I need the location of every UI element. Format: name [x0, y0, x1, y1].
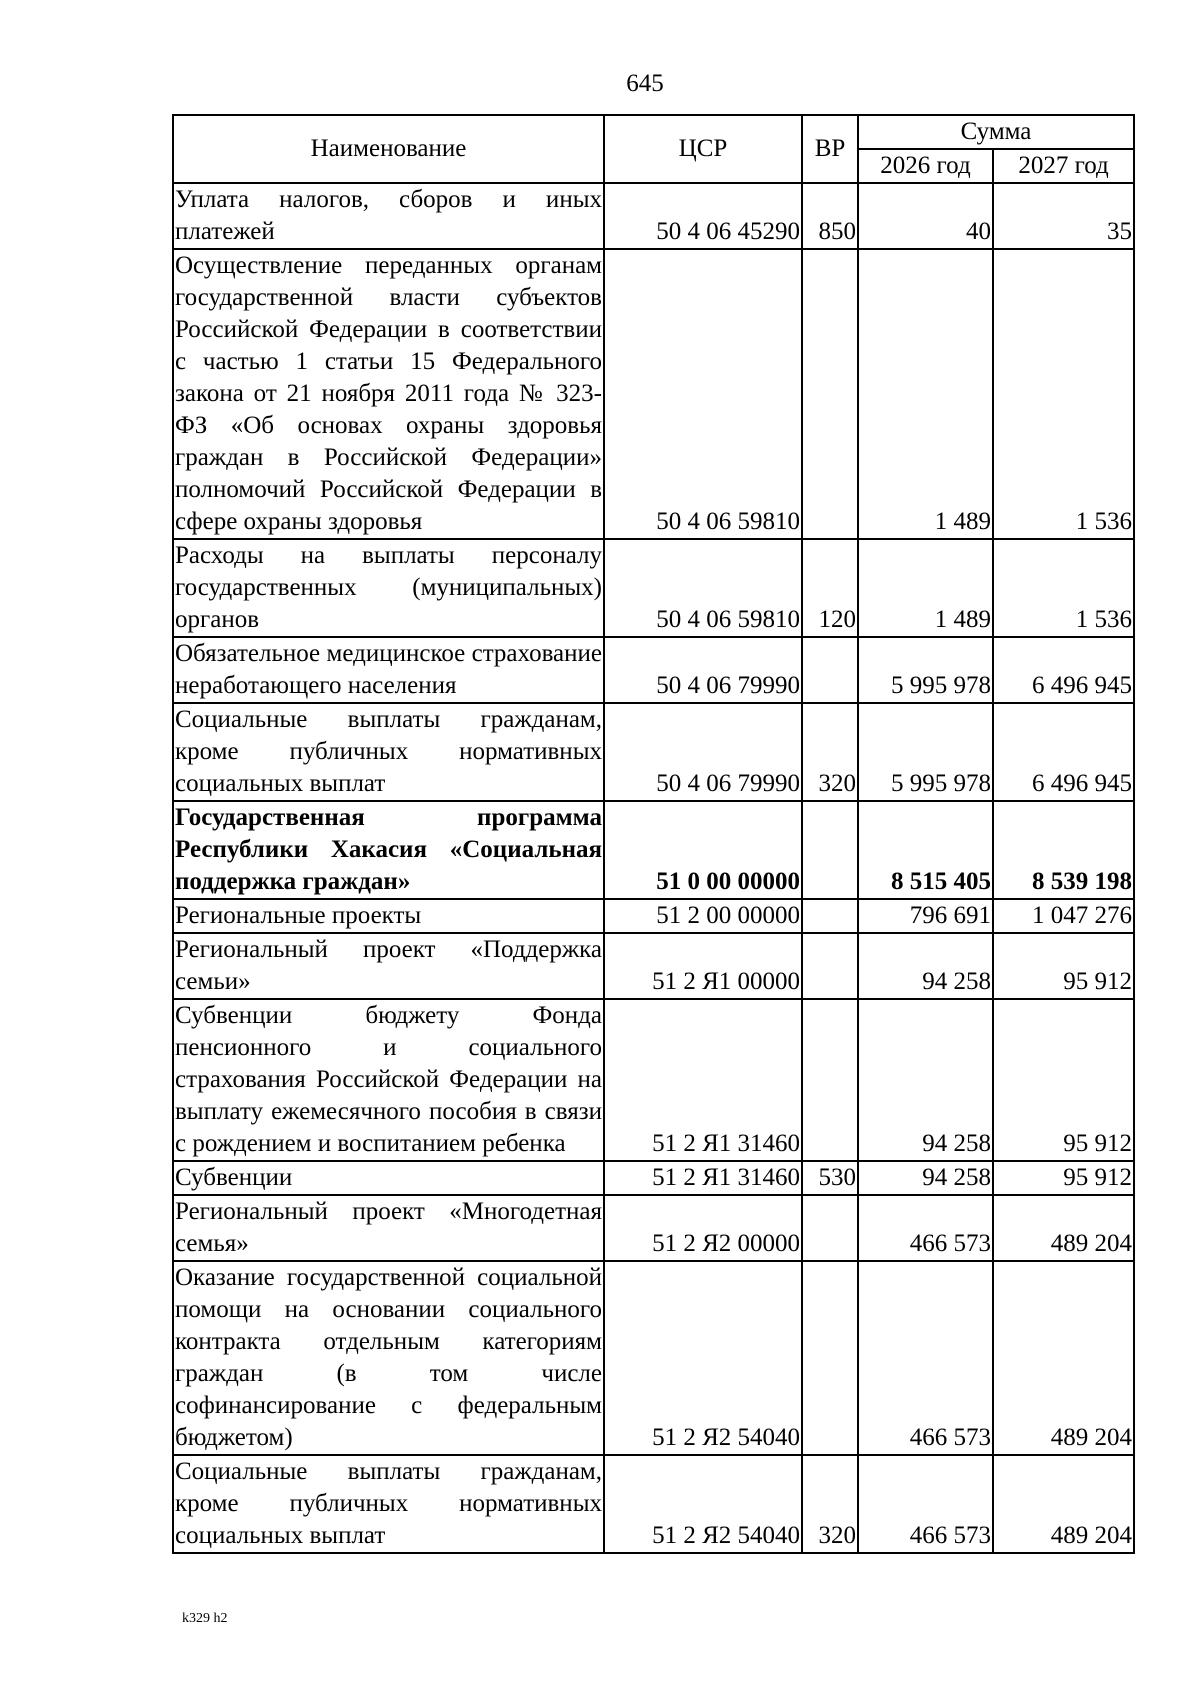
row-sum-2026: 796 691 — [858, 899, 993, 933]
row-sum-2027: 35 — [993, 183, 1134, 249]
row-name: Расходы на выплаты персоналу государственных (муниципальных) органов — [173, 539, 604, 637]
header-csr: ЦСР — [604, 115, 802, 183]
budget-table — [172, 114, 1135, 1554]
row-name: Государственная программа Республики Хакасия «Социальная поддержка граждан» — [173, 801, 604, 899]
row-vr — [802, 899, 858, 933]
row-csr: 51 2 Я1 00000 — [604, 933, 802, 999]
row-csr: 50 4 06 59810 — [604, 249, 802, 539]
row-name: Социальные выплаты гражданам, кроме публичных нормативных социальных выплат — [173, 1455, 604, 1553]
table-row — [173, 933, 1134, 999]
row-sum-2027: 95 912 — [993, 933, 1134, 999]
header-year-2026: 2026 год — [858, 149, 993, 183]
row-csr: 50 4 06 79990 — [604, 637, 802, 703]
row-vr: 120 — [802, 539, 858, 637]
row-name: Осуществление переданных органам государственной власти субъектов Российской Федерации в соответствии с частью 1 статьи 15 Федерального закона от 21 ноября 2011 года № 323-ФЗ «Об основах охраны здоровья граждан в Российской Федерации» полномочий Российской Федерации в сфере охраны здоровья — [173, 249, 604, 539]
row-sum-2027: 6 496 945 — [993, 637, 1134, 703]
table-row — [173, 999, 1134, 1161]
row-csr: 51 0 00 00000 — [604, 801, 802, 899]
row-name: Региональный проект «Многодетная семья» — [173, 1195, 604, 1261]
row-sum-2027: 1 047 276 — [993, 899, 1134, 933]
row-name: Уплата налогов, сборов и иных платежей — [173, 183, 604, 249]
table-row — [173, 1195, 1134, 1261]
row-vr — [802, 999, 858, 1161]
row-sum-2026: 94 258 — [858, 999, 993, 1161]
row-sum-2026: 8 515 405 — [858, 801, 993, 899]
row-sum-2026: 5 995 978 — [858, 637, 993, 703]
table-row — [173, 801, 1134, 899]
row-sum-2026: 466 573 — [858, 1195, 993, 1261]
header-year-2027: 2027 год — [993, 149, 1134, 183]
table-header — [173, 115, 1134, 183]
row-vr: 320 — [802, 703, 858, 801]
header-vr: ВР — [802, 115, 858, 183]
row-vr: 530 — [802, 1161, 858, 1195]
row-vr — [802, 637, 858, 703]
row-sum-2026: 40 — [858, 183, 993, 249]
row-sum-2026: 94 258 — [858, 933, 993, 999]
row-csr: 51 2 Я1 31460 — [604, 999, 802, 1161]
row-sum-2026: 1 489 — [858, 539, 993, 637]
row-name: Субвенции — [173, 1161, 604, 1195]
row-csr: 51 2 00 00000 — [604, 899, 802, 933]
row-name: Социальные выплаты гражданам, кроме публичных нормативных социальных выплат — [173, 703, 604, 801]
row-sum-2027: 95 912 — [993, 999, 1134, 1161]
row-csr: 50 4 06 45290 — [604, 183, 802, 249]
row-vr: 320 — [802, 1455, 858, 1553]
row-sum-2027: 1 536 — [993, 539, 1134, 637]
row-csr: 51 2 Я1 31460 — [604, 1161, 802, 1195]
footer-code: k329 h2 — [182, 1611, 228, 1626]
table-row — [173, 703, 1134, 801]
row-name: Региональный проект «Поддержка семьи» — [173, 933, 604, 999]
table-row — [173, 1455, 1134, 1553]
row-vr — [802, 1195, 858, 1261]
row-sum-2027: 8 539 198 — [993, 801, 1134, 899]
table-row — [173, 183, 1134, 249]
row-name: Оказание государственной социальной помощи на основании социального контракта отдельным категориям граждан (в том числе софинансирование с федеральным бюджетом) — [173, 1261, 604, 1455]
row-sum-2026: 94 258 — [858, 1161, 993, 1195]
row-sum-2027: 489 204 — [993, 1261, 1134, 1455]
row-sum-2027: 95 912 — [993, 1161, 1134, 1195]
row-csr: 51 2 Я2 54040 — [604, 1455, 802, 1553]
row-name: Региональные проекты — [173, 899, 604, 933]
page-number: 645 — [626, 70, 664, 97]
header-name: Наименование — [173, 115, 604, 183]
row-csr: 50 4 06 79990 — [604, 703, 802, 801]
row-vr — [802, 249, 858, 539]
row-sum-2027: 6 496 945 — [993, 703, 1134, 801]
row-sum-2026: 5 995 978 — [858, 703, 993, 801]
row-sum-2027: 489 204 — [993, 1195, 1134, 1261]
row-sum-2026: 466 573 — [858, 1455, 993, 1553]
table-row — [173, 1161, 1134, 1195]
row-sum-2027: 489 204 — [993, 1455, 1134, 1553]
row-vr — [802, 801, 858, 899]
table-row — [173, 637, 1134, 703]
table-row — [173, 1261, 1134, 1455]
row-csr: 51 2 Я2 00000 — [604, 1195, 802, 1261]
row-name: Обязательное медицинское страхование неработающего населения — [173, 637, 604, 703]
row-name: Субвенции бюджету Фонда пенсионного и социального страхования Российской Федерации на выплату ежемесячного пособия в связи с рождением и воспитанием ребенка — [173, 999, 604, 1161]
row-sum-2027: 1 536 — [993, 249, 1134, 539]
header-sum: Сумма — [858, 115, 1134, 149]
row-vr — [802, 1261, 858, 1455]
row-sum-2026: 1 489 — [858, 249, 993, 539]
row-csr: 51 2 Я2 54040 — [604, 1261, 802, 1455]
table-row — [173, 899, 1134, 933]
row-csr: 50 4 06 59810 — [604, 539, 802, 637]
row-sum-2026: 466 573 — [858, 1261, 993, 1455]
table-row — [173, 539, 1134, 637]
row-vr: 850 — [802, 183, 858, 249]
table-row — [173, 249, 1134, 539]
row-vr — [802, 933, 858, 999]
table-body — [173, 183, 1134, 1553]
